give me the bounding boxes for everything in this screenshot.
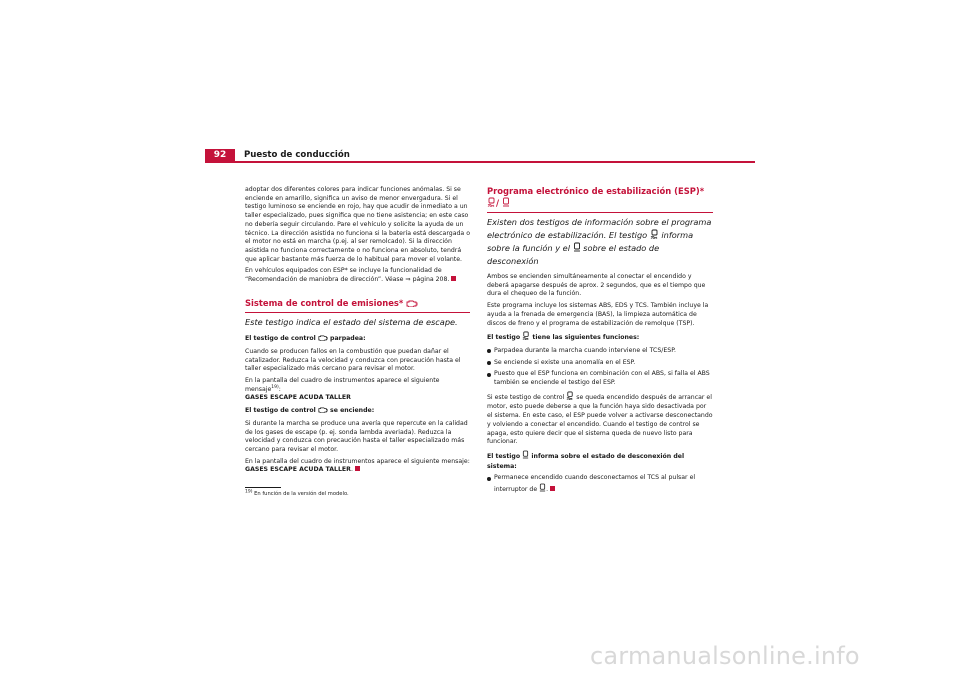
esp-car-icon <box>650 229 659 243</box>
esp-off-icon <box>502 197 510 210</box>
section-heading-emissions: Sistema de control de emisiones* <box>245 298 470 313</box>
engine-icon <box>318 334 328 345</box>
paragraph: adoptar dos diferentes colores para indicar funciones anómalas. Si se enciende en amarillo, significa un aviso de menor envergadura. Si el testigo luminoso se enciende en rojo, hay que acudir de inmediato a un taller especializado, pues significa que no tiene asistencia; en este caso no debería seguir circulando. Pare el vehículo y solicite la ayuda de un técnico. La dirección asistida no funciona si la batería está descargada o el motor no está en marcha (p.ej. al ser remolcado). Si la dirección asistida no funciona correctamente o no funciona en absoluto, tendrá que aplicar bastante más fuerza de lo habitual para mover el volante. <box>245 186 470 263</box>
subheading: El testigo tiene las siguientes funciones: <box>487 331 713 344</box>
list-item: Puesto que el ESP funciona en combinación con el ABS, si falla el ABS también se enciende el testigo del ESP. <box>487 370 713 387</box>
paragraph: Si durante la marcha se produce una avería que repercute en la calidad de los gases de escape (p. ej. sonda lambda averiada). Reduzca la velocidad y conduzca con precaución hasta el taller especializado más cercano para revisar el motor. <box>245 419 468 453</box>
footnote-ref: 19) <box>271 384 279 390</box>
end-square-icon <box>355 466 360 471</box>
section-lead: Este testigo indica el estado del sistema de escape. <box>245 316 458 327</box>
page-header-title: Puesto de conducción <box>244 150 350 160</box>
end-square-icon <box>451 276 456 281</box>
list-item: Parpadea durante la marcha cuando interviene el TCS/ESP. <box>487 347 713 356</box>
reference-arrow-icon: ⇒ <box>405 276 411 284</box>
subheading: El testigo de control se enciende: <box>245 406 470 417</box>
engine-icon <box>406 299 418 310</box>
paragraph: Ambos se encienden simultáneamente al conectar el encendido y deberá apagarse después de aprox. 2 segundos, que es el tiempo que dura el chequeo de la función. <box>487 273 706 298</box>
header-divider <box>205 161 755 163</box>
display-message: GASES ESCAPE ACUDA TALLER <box>245 466 351 474</box>
engine-icon <box>318 406 328 417</box>
list-item: Se enciende si existe una anomalía en el ESP. <box>487 359 713 368</box>
watermark: carmanualsonline.info <box>590 642 860 670</box>
paragraph: En la pantalla del cuadro de instrumentos aparece el siguiente mensaje$^{19)}$: GASES ESCAPE ACUDA TALLER <box>245 377 440 402</box>
footnote-divider <box>245 487 281 488</box>
right-column <box>487 186 713 499</box>
paragraph: En vehículos equipados con ESP* se incluye la funcionalidad de “Recomendación de maniobra de dirección”. Véase ⇒ página 208. <box>245 267 470 284</box>
esp-car-icon <box>487 197 496 210</box>
footnote: $^{19)}$ En función de la versión del modelo. <box>245 489 349 497</box>
paragraph: Cuando se producen fallos en la combustión que puedan dañar el catalizador. Reduzca la velocidad y conduzca con precaución hasta el taller especializado más cercano para revisar el motor. <box>245 347 461 373</box>
list-item: Permanece encendido cuando desconectamos el TCS al pulsar el interruptor de . <box>487 474 713 495</box>
left-column <box>245 186 470 478</box>
page-number: 92 <box>205 149 235 162</box>
esp-off-icon <box>573 242 581 256</box>
subheading: El testigo informa sobre el estado de desconexión del sistema: <box>487 450 713 471</box>
paragraph: Si este testigo de control se queda encendido después de arrancar el motor, esto puede deberse a que la función haya sido desactivada por el sistema. En este caso, el ESP puede volver a activarse desconectando y volviendo a conectar el encendido. Cuando el testigo de control se apaga, esto quiere decir que el sistema queda de nuevo listo para funcionar. <box>487 391 713 447</box>
end-square-icon <box>550 486 555 491</box>
section-lead: Existen dos testigos de información sobre el programa electrónico de estabilización. El testigo informa sobre la función y el sobre el estado de desconexión <box>487 217 712 266</box>
subheading: El testigo de control parpadea: <box>245 334 470 345</box>
paragraph: En la pantalla del cuadro de instrumentos aparece el siguiente mensaje: GASES ESCAPE ACUDA TALLER. <box>245 457 470 474</box>
section-heading-esp: Programa electrónico de estabilización (ESP)* / <box>487 186 713 213</box>
display-message: GASES ESCAPE ACUDA TALLER <box>245 394 351 402</box>
paragraph: Este programa incluye los sistemas ABS, EDS y TCS. También incluye la ayuda a la frenada de emergencia (BAS), la limpieza automática de discos de freno y el programa de estabilización de remolque (TSP). <box>487 302 709 327</box>
